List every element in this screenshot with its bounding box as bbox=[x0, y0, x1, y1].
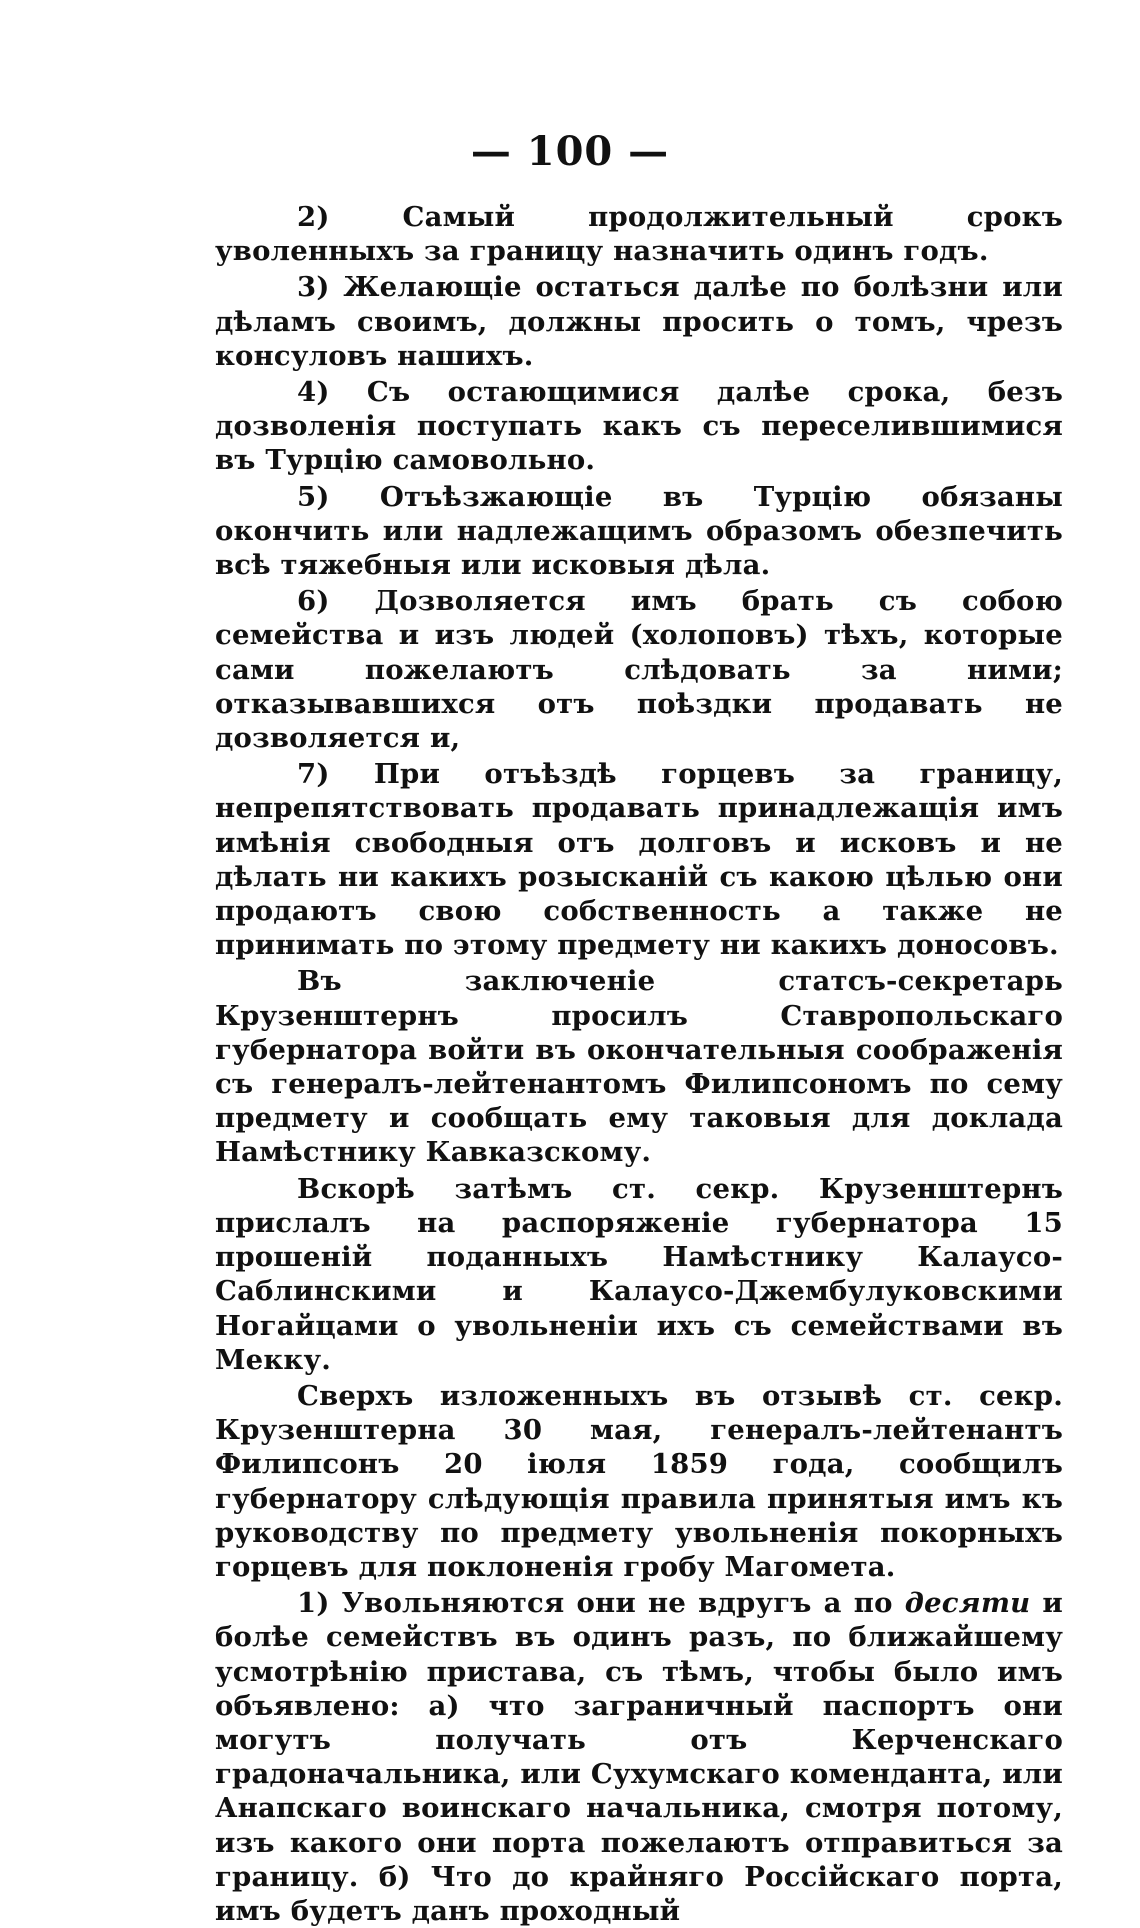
paragraph-item-4: 4) Съ остающимися далѣе срока, безъ дозволенія поступать какъ съ переселившимися въ Турцію самовольно. bbox=[215, 376, 1063, 477]
paragraph-item-2: 2) Самый продолжительный срокъ уволенныхъ за границу назначить одинъ годъ. bbox=[215, 201, 1063, 268]
paragraph-item-6: 6) Дозволяется имъ брать съ собою семейства и изъ людей (холоповъ) тѣхъ, которые сами пожелаютъ слѣдовать за ними; отказывавшихся отъ поѣздки продавать не дозволяется и, bbox=[215, 585, 1063, 755]
paragraph-item-3: 3) Желающіе остаться далѣе по болѣзни или дѣламъ своимъ, должны просить о томъ, чрезъ консуловъ нашихъ. bbox=[215, 271, 1063, 372]
rule-1-italic-word: десяти bbox=[904, 1587, 1031, 1620]
rule-1-text-start: 1) Увольняются они не вдругъ а по bbox=[297, 1587, 905, 1620]
paragraph-item-5: 5) Отъѣзжающіе въ Турцію обязаны окончить или надлежащимъ образомъ обезпечить всѣ тяжебныя или исковыя дѣла. bbox=[215, 480, 1063, 582]
paragraph-petitions: Вскорѣ затѣмъ ст. секр. Крузенштернъ прислалъ на распоряженіе губернатора 15 прошеній поданныхъ Намѣстнику Калаусо-Саблинскими и Калаусо-Джембулуковскими Ногайцами о увольненіи ихъ съ семействами въ Мекку. bbox=[215, 1172, 1063, 1376]
paragraph-rules-intro: Сверхъ изложенныхъ въ отзывѣ ст. секр. Крузенштерна 30 мая, генералъ-лейтенантъ Филипсонъ 20 іюля 1859 года, сообщилъ губернатору слѣдующія правила принятыя имъ къ руководству по предмету увольненія покорныхъ горцевъ для поклоненія гробу Магомета. bbox=[215, 1379, 1063, 1583]
body-text bbox=[215, 200, 1063, 1928]
page-number: — 100 — bbox=[470, 128, 670, 175]
paragraph-rule-1 bbox=[215, 1586, 1063, 1928]
paragraph-conclusion: Въ заключеніе статсъ-секретарь Крузенштернъ просилъ Ставропольскаго губернатора войти въ окончательныя соображенія съ генералъ-лейтенантомъ Филипсономъ по сему предмету и сообщать ему таковыя для доклада Намѣстнику Кавказскому. bbox=[215, 965, 1063, 1169]
paragraph-item-7: 7) При отъѣздѣ горцевъ за границу, непрепятствовать продавать принадлежащія имъ имѣнія свободныя отъ долговъ и исковъ и не дѣлать ни какихъ розысканій съ какою цѣлью они продаютъ свою собственность а также не принимать по этому предмету ни какихъ доносовъ. bbox=[215, 758, 1063, 962]
rule-1-text-end: и болѣе семействъ въ одинъ разъ, по ближайшему усмотрѣнію пристава, съ тѣмъ, чтобы было имъ объявлено: а) что заграничный паспортъ они могутъ получать отъ Керченскаго градоначальника, или Сухумскаго коменданта, или Анапскаго воинскаго начальника, смотря потому, изъ какого они порта пожелаютъ отправиться за границу. б) Что до крайняго Россійскаго порта, имъ будетъ данъ проходный bbox=[215, 1587, 1064, 1927]
